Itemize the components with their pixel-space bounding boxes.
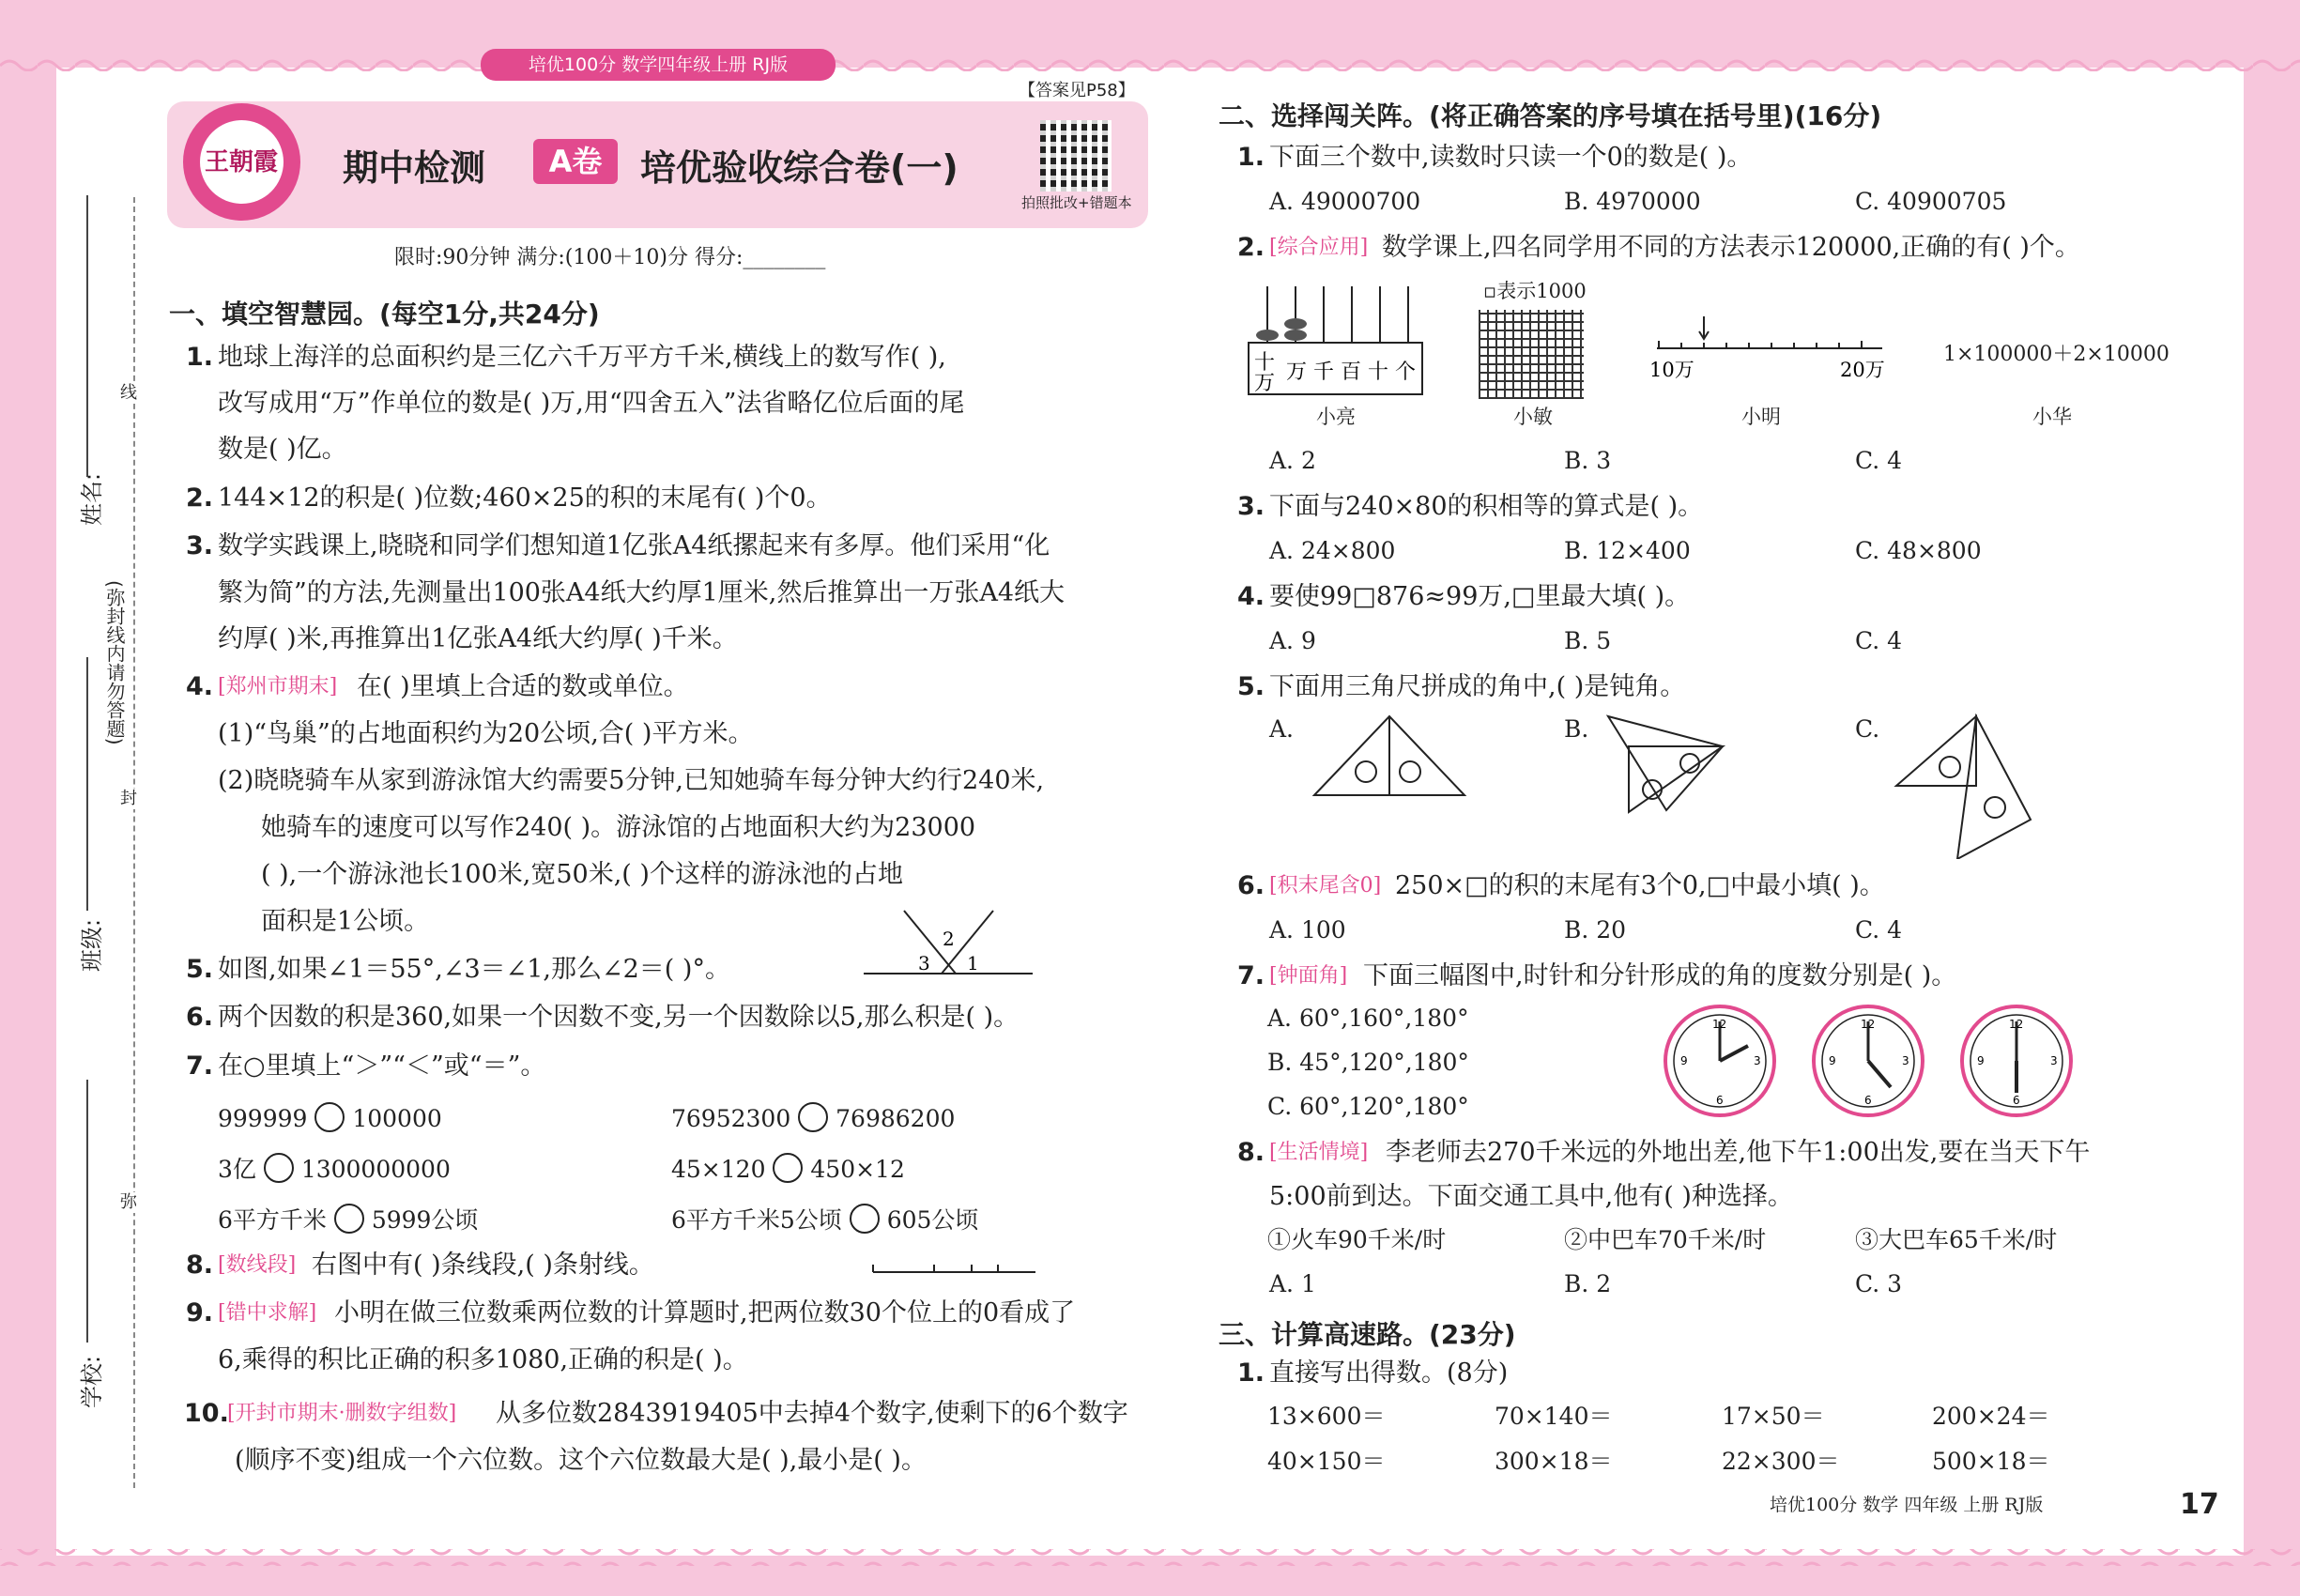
no-answer-note: (弥封线内请勿答题): [103, 580, 126, 745]
page-number: 17: [2180, 1488, 2219, 1521]
compare-circle[interactable]: [850, 1204, 880, 1234]
s1-q9-line1: 小明在做三位数乘两位数的计算题时,把两位数30个位上的0看成了: [334, 1298, 1076, 1327]
answer-reference: 【答案见P58】: [1019, 81, 1135, 100]
s2-q3-number: 3.: [1237, 492, 1265, 521]
s1-q1-line2: 改写成用“万”作单位的数是( )万,用“四舍五入”法省略亿位后面的尾: [218, 389, 965, 418]
student-name: 小明: [1741, 406, 1781, 428]
svg-text:9: 9: [1680, 1054, 1688, 1067]
qr-caption: 拍照批改+错题本: [1021, 194, 1132, 211]
s2-q1-number: 1.: [1237, 143, 1265, 172]
grid-note: ▫表示1000: [1483, 280, 1587, 302]
s2-q2: 数学课上,四名同学用不同的方法表示120000,正确的有( )个。: [1382, 233, 2080, 262]
line-segment-figure: [868, 1253, 1037, 1281]
q4-number: 4.: [186, 672, 214, 701]
s1-q9-line2: 6,乘得的积比正确的积多1080,正确的积是( )。: [218, 1345, 748, 1374]
s2-q6: 250×□的积的末尾有3个0,□中最小填( )。: [1395, 871, 1885, 900]
s1-q6: 两个因数的积是360,如果一个因数不变,另一个因数除以5,那么积是( )。: [218, 1003, 1020, 1032]
compare-circle[interactable]: [264, 1153, 294, 1183]
s1-q4-1: (1)“鸟巢”的占地面积约为20公顷,合( )平方米。: [218, 719, 754, 748]
q10-number: 10.: [184, 1399, 229, 1428]
s2-q5-number: 5.: [1237, 672, 1265, 701]
clock-figure: [1958, 1003, 2076, 1120]
s2-q1: 下面三个数中,读数时只读一个0的数是( )。: [1269, 143, 1753, 172]
logo-text: 王朝霞: [205, 148, 279, 176]
transport-option: ①火车90千米/时: [1267, 1226, 1447, 1253]
footer-series: 培优100分 数学 四年级 上册 RJ版: [1770, 1495, 2044, 1515]
q9-number: 9.: [186, 1298, 214, 1327]
angle-label-3: 3: [918, 952, 930, 974]
svg-text:万 千 百 十 个: 万 千 百 十 个: [1286, 361, 1416, 384]
svg-text:3: 3: [2050, 1054, 2058, 1067]
angle-label-2: 2: [943, 928, 955, 950]
svg-text:6: 6: [2013, 1094, 2020, 1107]
number-line-figure: [1648, 315, 1887, 390]
s2-q5: 下面用三角尺拼成的角中,( )是钝角。: [1269, 672, 1686, 701]
s1-q3-line1: 数学实践课上,晓晓和同学们想知道1亿张A4纸摞起来有多厚。他们采用“化: [218, 531, 1050, 560]
s2-q8-number: 8.: [1237, 1138, 1265, 1167]
compare-item: 76952300 76986200: [671, 1102, 955, 1133]
svg-text:3: 3: [1902, 1054, 1909, 1067]
s2-q7-option-a[interactable]: A. 60°,160°,180°: [1267, 1005, 1469, 1032]
school-line: [86, 1080, 88, 1343]
svg-text:12: 12: [1861, 1018, 1876, 1031]
svg-text:6: 6: [1716, 1094, 1724, 1107]
q8-number: 8.: [186, 1251, 214, 1280]
s1-q7: 在○里填上“＞”“＜”或“＝”。: [218, 1051, 546, 1081]
section2-title: 二、选择闯关阵。(将正确答案的序号填在括号里)(16分): [1219, 100, 1882, 131]
s1-q4-2d: 面积是1公顷。: [261, 907, 430, 936]
s2-q1-option-b[interactable]: B. 4970000: [1564, 188, 1701, 215]
compare-circle[interactable]: [798, 1102, 828, 1132]
s1-q4-tag: [郑州市期末]: [218, 675, 338, 698]
abacus-place-top: 十: [1254, 351, 1276, 375]
s2-q5-option-b[interactable]: B.: [1564, 715, 1589, 743]
s1-q9-tag: [错中求解]: [218, 1301, 317, 1325]
s2-q4-option-c[interactable]: C. 4: [1855, 627, 1903, 654]
s1-q8: 右图中有( )条线段,( )条射线。: [312, 1251, 654, 1280]
s1-q4: 在( )里填上合适的数或单位。: [357, 672, 689, 701]
s2-q6-number: 6.: [1237, 871, 1265, 900]
class-label: 班级:: [79, 918, 105, 972]
calc-item: 70×140＝: [1495, 1403, 1613, 1430]
calc-item: 22×300＝: [1722, 1448, 1840, 1475]
q7-number: 7.: [186, 1051, 214, 1081]
s1-q4-2a: (2)晓晓骑车从家到游泳馆大约需要5分钟,已知她骑车每分钟大约行240米,: [218, 766, 1045, 795]
compare-circle[interactable]: [773, 1153, 803, 1183]
s2-q2-option-c[interactable]: C. 4: [1855, 447, 1903, 474]
s2-q4-option-a[interactable]: A. 9: [1269, 627, 1316, 654]
s2-q8-option-b[interactable]: B. 2: [1564, 1270, 1612, 1297]
s3-q1-number: 1.: [1237, 1358, 1265, 1388]
calc-item: 13×600＝: [1267, 1403, 1386, 1430]
s2-q8-option-a[interactable]: A. 1: [1269, 1270, 1316, 1297]
section1-title: 一、填空智慧园。(每空1分,共24分): [169, 299, 600, 330]
s1-q8-tag: [数线段]: [218, 1253, 297, 1277]
s2-q4: 要使99□876≈99万,□里最大填( )。: [1269, 582, 1691, 611]
compare-item: 6平方千米5公顷 605公顷: [671, 1204, 978, 1235]
abacus-figure: [1247, 277, 1425, 399]
compare-item: 3亿 1300000000: [218, 1153, 451, 1184]
svg-text:9: 9: [1829, 1054, 1836, 1067]
s2-q2-option-b[interactable]: B. 3: [1564, 447, 1612, 474]
name-line: [86, 195, 88, 477]
angle-label-1: 1: [967, 952, 979, 974]
student-name: 小敏: [1513, 406, 1553, 428]
clock-figure: [1662, 1003, 1779, 1120]
s1-q4-2c: ( ),一个游泳池长100米,宽50米,( )个这样的游泳池的占地: [261, 860, 903, 889]
s1-q10-tag: [开封市期末·删数字组数]: [227, 1402, 457, 1425]
s2-q2-option-a[interactable]: A. 2: [1269, 447, 1316, 474]
s2-q4-option-b[interactable]: B. 5: [1564, 627, 1612, 654]
exam-subtitle: 培优验收综合卷(一): [640, 147, 958, 189]
triangle-figure-a: [1305, 709, 1474, 803]
abacus-place-bottom: 万: [1254, 372, 1276, 395]
s1-q3-line2: 繁为简”的方法,先测量出100张A4纸大约厚1厘米,然后推算出一万张A4纸大: [218, 578, 1066, 607]
s2-q7: 下面三幅图中,时针和分针形成的角的度数分别是( )。: [1363, 961, 1957, 990]
svg-text:12: 12: [1712, 1018, 1727, 1031]
s2-q8-option-c[interactable]: C. 3: [1855, 1270, 1903, 1297]
transport-option: ③大巴车65千米/时: [1855, 1226, 2058, 1253]
triangle-figure-c: [1892, 709, 2042, 859]
calc-item: 17×50＝: [1722, 1403, 1825, 1430]
s3-q1: 直接写出得数。(8分): [1269, 1358, 1509, 1388]
compare-circle[interactable]: [334, 1204, 364, 1234]
q6-number: 6.: [186, 1003, 214, 1032]
s2-q7-tag: [钟面角]: [1269, 964, 1348, 988]
q5-number: 5.: [186, 955, 214, 984]
calc-item: 300×18＝: [1495, 1448, 1613, 1475]
compare-circle[interactable]: [314, 1102, 345, 1132]
compare-item: 6平方千米 5999公顷: [218, 1204, 478, 1235]
expression-figure: 1×100000＋2×10000: [1943, 343, 2170, 366]
qr-code-overlay: [1040, 120, 1112, 192]
student-name: 小华: [2032, 406, 2072, 428]
q2-number: 2.: [186, 483, 214, 513]
student-name: 小亮: [1316, 406, 1356, 428]
exam-meta: 限时:90分钟 满分:(100＋10)分 得分:________: [394, 246, 826, 269]
clock-figure: [1810, 1003, 1927, 1120]
calc-item: 40×150＝: [1267, 1448, 1386, 1475]
s2-q7-option-c[interactable]: C. 60°,120°,180°: [1267, 1093, 1469, 1120]
s1-q1-line3: 数是( )亿。: [218, 435, 347, 464]
compare-item: 45×120 450×12: [671, 1153, 905, 1184]
calc-item: 500×18＝: [1932, 1448, 2050, 1475]
s2-q3-option-a[interactable]: A. 24×800: [1269, 537, 1396, 564]
s1-q2: 144×12的积是( )位数;460×25的积的末尾有( )个0。: [218, 483, 832, 513]
s2-q2-tag: [综合应用]: [1269, 236, 1369, 259]
number-line-left: 10万: [1649, 359, 1694, 381]
s2-q3-option-b[interactable]: B. 12×400: [1564, 537, 1691, 564]
s2-q3-option-c[interactable]: C. 48×800: [1855, 537, 1982, 564]
series-tab: 培优100分 数学四年级上册 RJ版: [481, 49, 836, 81]
s2-q3: 下面与240×80的积相等的算式是( )。: [1269, 492, 1704, 521]
q1-number: 1.: [186, 343, 214, 372]
name-label: 姓名:: [79, 472, 105, 526]
s2-q6-option-b[interactable]: B. 20: [1564, 916, 1627, 944]
svg-text:3: 3: [1754, 1054, 1761, 1067]
s2-q8-tag: [生活情境]: [1269, 1141, 1369, 1164]
number-line-right: 20万: [1840, 359, 1885, 381]
q3-number: 3.: [186, 531, 214, 560]
class-line: [86, 657, 88, 911]
s2-q1-option-c[interactable]: C. 40900705: [1855, 188, 2007, 215]
s2-q6-option-a[interactable]: A. 100: [1269, 916, 1346, 944]
svg-text:12: 12: [2009, 1018, 2024, 1031]
s2-q6-tag: [积末尾含0]: [1269, 874, 1382, 898]
transport-option: ②中巴车70千米/时: [1564, 1226, 1767, 1253]
section3-title: 三、计算高速路。(23分): [1219, 1319, 1516, 1350]
volume-badge: A卷: [533, 139, 618, 184]
s2-q2-number: 2.: [1237, 233, 1265, 262]
s2-q7-number: 7.: [1237, 961, 1265, 990]
triangle-figure-b: [1601, 709, 1732, 817]
s2-q6-option-c[interactable]: C. 4: [1855, 916, 1903, 944]
s1-q10-line2: (顺序不变)组成一个六位数。这个六位数最大是( ),最小是( )。: [235, 1446, 927, 1475]
s2-q4-number: 4.: [1237, 582, 1265, 611]
binding-feng: 封: [120, 789, 137, 808]
calc-item: 200×24＝: [1932, 1403, 2050, 1430]
s2-q8-line2: 5:00前到达。下面交通工具中,他有( )种选择。: [1269, 1182, 1793, 1211]
grid-figure: [1479, 310, 1584, 399]
binding-mi: 弥: [120, 1192, 137, 1212]
s1-q1-line1: 地球上海洋的总面积约是三亿六千万平方千米,横线上的数写作( ),: [218, 343, 946, 372]
s2-q8-line1: 李老师去270千米远的外地出差,他下午1:00出发,要在当天下午: [1386, 1138, 2091, 1167]
binding-xian: 线: [120, 383, 137, 403]
s2-q1-option-a[interactable]: A. 49000700: [1269, 188, 1421, 215]
s1-q5: 如图,如果∠1＝55°,∠3＝∠1,那么∠2＝( )°。: [218, 955, 730, 984]
exam-title: 期中检测: [343, 147, 486, 189]
s1-q4-2b: 她骑车的速度可以写作240( )。游泳馆的占地面积大约为23000: [261, 813, 976, 842]
school-label: 学校:: [79, 1355, 105, 1408]
compare-item: 999999 100000: [218, 1102, 442, 1133]
s1-q3-line3: 约厚( )米,再推算出1亿张A4纸大约厚( )千米。: [218, 624, 738, 653]
s2-q7-option-b[interactable]: B. 45°,120°,180°: [1267, 1049, 1469, 1076]
svg-text:9: 9: [1977, 1054, 1985, 1067]
angle-figure: [862, 906, 1035, 976]
svg-text:6: 6: [1864, 1094, 1872, 1107]
s1-q10-line1: 从多位数2843919405中去掉4个数字,使剩下的6个数字: [496, 1399, 1128, 1428]
s2-q5-option-a[interactable]: A.: [1269, 715, 1295, 743]
s2-q5-option-c[interactable]: C.: [1855, 715, 1880, 743]
